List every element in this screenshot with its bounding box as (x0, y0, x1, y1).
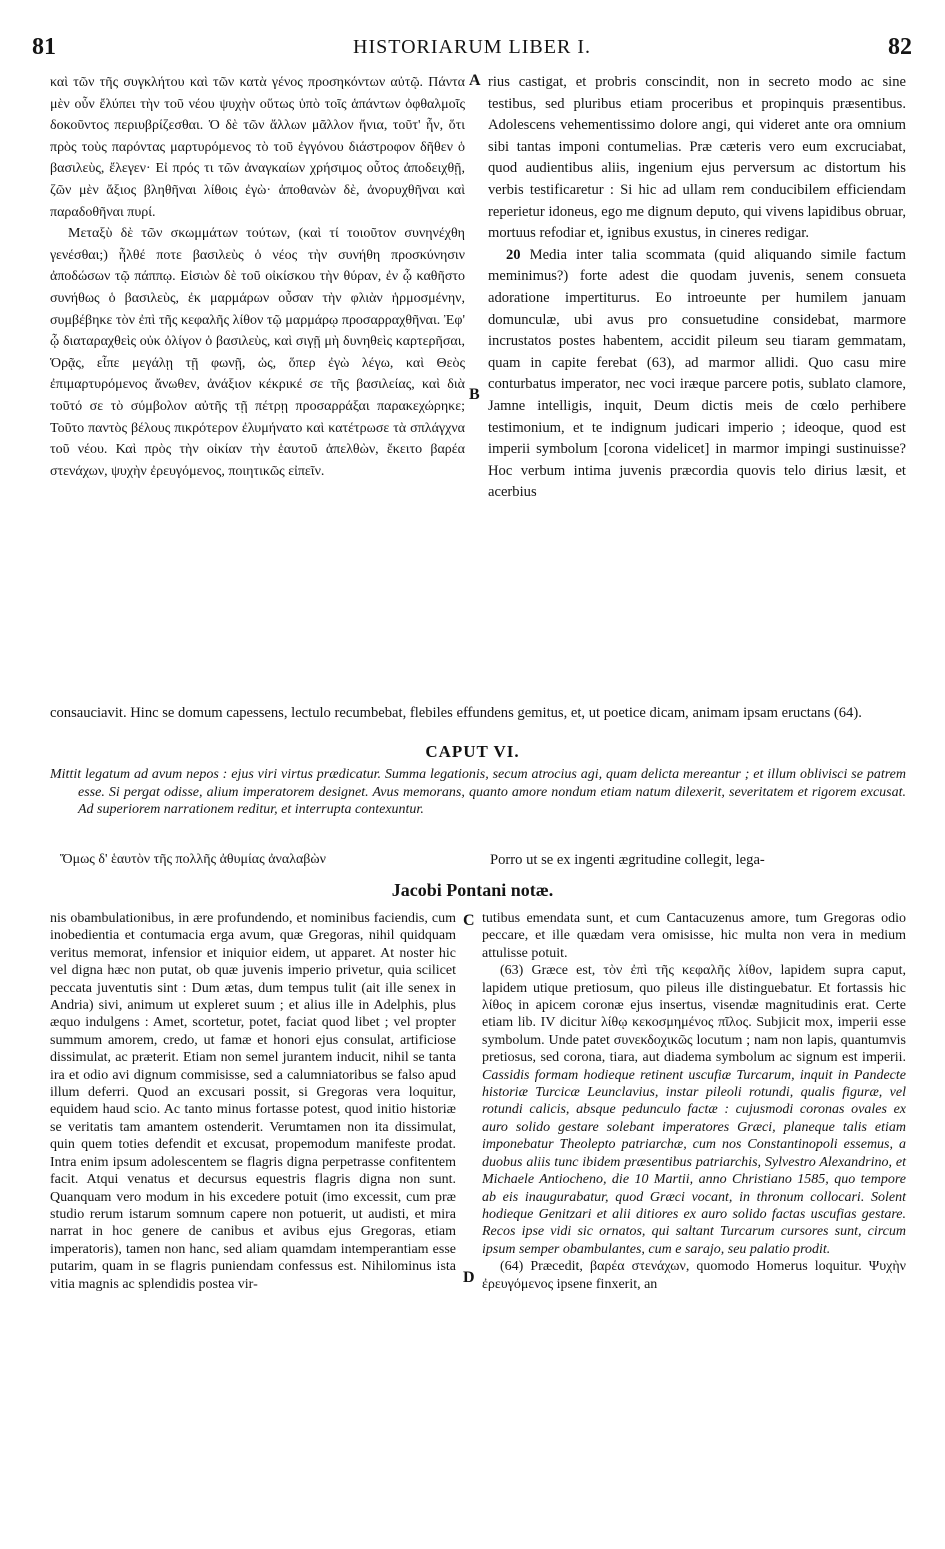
greek-paragraph: Μεταξὺ δὲ τῶν σκωμμάτων τούτων, (καὶ τί τοιοῦτον συνηνέχθη γενέσθαι;) ἦλθέ ποτε βασιλεὺς ὁ νέος τὴν συνήθη προσκύνησιν ἀποδώσων τῷ πάππῳ. Εἰσιὼν δὲ τοῦ οἰκίσκου τὴν θύραν, ἐν ᾧ καθῆστο συνήθως ὁ βασιλεὺς, ἐκ μαρμάρων οὖσαν τὴν φλιὰν ἡρμοσμένην, συμβέβηκε τὸν ἐπὶ τῆς κεφαλῆς λίθον τῷ μαρμάρῳ προσαρραχθῆναι. Ἐφ' ᾧ διαταραχθεὶς οὐκ ὀλίγον ὁ βασιλεὺς, καὶ σιγῇ μὴ δυνηθεὶς καρτερῆσαι, Ὁρᾷς, εἶπε μεγάλῃ τῇ φωνῇ, ὡς, ὅπερ ἐγὼ λέγω, καὶ Θεὸς ἐπιμαρτυρόμενος ἄνωθεν, ἀνάξιον κέκρικέ σε τῆς βασιλείας, καὶ διὰ τοῦτό σε τὸ σύμβολον αὐτῆς τῇ πέτρῃ προσαρράξαι παρακεχώρηκε; Τοῦτο παντὸς βέλους πικρότερον ἐλυμήνατο καὶ κατέτρωσε τὰ σπλάγχνα τοῦ νέου. Καὶ πρὸς τὴν οἰκίαν τὴν ἑαυτοῦ ἀπελθὼν, ἔκειτο βαρέα στενάχων, ψυχὴν ἐρευγόμενος, ποιητικῶς εἰπεῖν. (50, 226, 465, 479)
page-number-right: 82 (888, 34, 912, 60)
full-width-text: consauciavit. Hinc se domum capessens, lectulo recumbebat, flebiles effundens gemitus, et, ut poetice dicam, animam ipsam eructans (64). (50, 705, 862, 721)
greek-paragraph: καὶ τῶν τῆς συγκλήτου καὶ τῶν κατὰ γένος προσηκόντων αὐτῷ. Πάντα μὲν οὖν ἔλύπει τὴν τοῦ νέου ψυχὴν οὕτως ὑπὸ τοῖς ἁπάντων ὀφθαλμοῖς δοκοῦντος περιυβρίζεσθαι. Ὁ δὲ τῶν ἄλλων μᾶλλον ἤνια, τοῦτ' ἦν, ὅτι πρὸς τοὺς παρόντας μαρτυρόμενος τὸ τοῦ ἐγγόνου διάστροφον δῆθεν ὁ βασιλεὺς, ἔλεγεν· Εἰ πρός τι τῶν ἀναγκαίων χρήσιμος οὗτος ἀποδειχθῇ, ζῶν μὲν ἄξιος βληθῆναι λίθοις ἐγὼ· ἀποθανὼν δὲ, ἀνορυχθῆναι καὶ παραδοθῆναι πυρί. (50, 75, 465, 220)
summary-text: Mittit legatum ad avum nepos : ejus viri virtus prædicatur. Summa legationis, secum atrocius agi, quam delicta mereantur ; et illum oblivisci se patrem esse. Si pergat odisse, alium imperatorem designet. Avus memorans, quanto amore nondum etiam natum dilexerit, severitatem et rigorem excusat. Ad superiorem narrationem reditur, et interrupta contexuntur. (50, 767, 906, 817)
margin-letter-b: B (469, 386, 480, 403)
latin-paragraph: rius castigat, et probris conscindit, non in secreto modo ac sine testibus, sed pluribus etiam proceribus et propinquis præsentibus. Adolescens vehementissimo dolore angi, qui videret ante ora omnium sibi tantas imponi contumelias. Præ cæteris vero eum excruciabat, quod audientibus aliis, ingenium ejus perversum ac distortum his verbis testificaretur : Si hic ad ullam rem conducibilem efficiendam reperietur idoneus, ego me dignum deputo, qui vivens lapidibus obruar, mortuus refodiar et, ignibus exustus, in cineres redigar. (488, 74, 906, 242)
greek-column (50, 72, 465, 482)
running-head (32, 34, 912, 64)
latin-paragraph-text: Media inter talia scommata (quid aliquando simile factum meminimus?) forte adest die quodam juvenis, senem consueta adoratione impertiturus. Eo introeunte per humilem januam domunculæ, ubi avus pro consuetudine considebat, marmore incrustatos postes habentem, accidit pileum seu tiaram gemmatam, quam in capite ferebat (63), ad marmor allidi. Quo casu mire conturbatus imperator, nec voci iræque parcere potis, sublato clamore, Jamne intelligis, inquit, Deum dictis meis de cœlo perhibere testimonium, et te indignum judicari imperio ; ideoque, quod est imperii symbolum [corona videlicet] in marmor impingi sustinuisse? Hoc verbum intima juvenis præcordia quovis telo dirius læsit, et acerbius (488, 246, 906, 501)
note-text: tutibus emendata sunt, et cum Cantacuzenus amore, tum Gregoras odio peccare, et ille quædam vera omisisse, hic multa non vera in medium attulisse potuit. (482, 911, 906, 961)
chapter-heading: CAPUT VI. (425, 742, 520, 761)
latin-paragraph (488, 245, 906, 504)
notes-title: Jacobi Pontani notæ. (391, 880, 554, 900)
note-64: (64) Præcedit, βαρέα στενάχων, quomodo Homerus loquitur. Ψυχὴν ἐρευγόμενος ipsene finxerit, an (482, 1259, 906, 1292)
note-63 (482, 962, 906, 1258)
note-63-text: (63) Græce est, τὸν ἐπὶ τῆς κεφαλῆς λίθον, lapidem supra caput, lapidem utique pretiosum, quo pileus ille distinguebatur. Et fortassis hic λίθος in apicem coronæ ejus insertus, visendæ magnitudinis erat. Certe etiam lib. IV dicitur λίθῳ κεκοσμημένος πῖλος. Subjicit mox, imperii esse symbolum. Unde patet συνεκδοχικῶς locutum ; nam non lapis, quantumvis pretiosus, sed corona, tiara, aut diadema symbolum ac signum est imperii. (482, 963, 906, 1066)
note-63-quote: Cassidis formam hodieque retinent uscufiæ Turcarum, inquit in Pandecte historiæ Turcicæ Leunclavius, instar pileoli rotundi, qualis figuræ, vel rotundi calicis, absque pedunculo factæ : cujusmodi coronas ovales ex auro solido gestare solebant imperatores Græci, planeque talis etiam imponebatur Theolepto patriarchæ, cum nos Constantinopoli essemus, a duobus aliis tunc ibidem præsentibus patriarchis, Sylvestro Alexandrino, et Michaele Antiocheno, die 10 Martii, anno Christiano 1585, quo tempore ab eis inaugurabatur, quod Græci vocant, in thronum collocari. Solent hodieque Genitzari et alii ditiores ex auro solido factas uscufias gestare. Recos ipse vidi sic ornatos, qui saltant Turcarum cursores sunt, circum ipsum semper obambulantes, cum e sarajo, seu palatio prodit. (482, 1067, 906, 1257)
chapter-summary (50, 766, 906, 819)
book-title: HISTORIARUM LIBER I. (353, 36, 591, 58)
greek-resume-line: Ὅμως δ' ἑαυτὸν τῆς πολλῆς ἀθυμίας ἀναλαβὼν (60, 852, 326, 867)
page-number-left: 81 (32, 34, 56, 60)
section-number: 20 (506, 246, 521, 263)
note-text: nis obambulationibus, in ære profundendo, et nominibus faciendis, cum inobedientia et contumacia erga avum, quæ Gregoras, nihil quidquam veritus memorat, infensior et iniquior eidem, ut apparet. At noster hic vel digna hæc non putat, ob quæ juvenis imperio privetur, quia scilicet peccata juventutis sint : Dum ætas, dum tempus tulit (ait ille senex in Andria) sivi, animum ut expleret suum ; et alius ille in Adelphis, plus æquo indulgens : Amet, scortetur, potet, faciat quod libet ; vel propter summum amorem, credo, ut famæ et honori ejus consulat, artificiose dissimulat, ac præterit. Etiam non semel jurantem inducit, nihil se tanta ira et odio avi dignum commisisse, sed a calumniatoribus se falso apud illum deferri. Quod an excusari possit, si Gregoras vera loquitur, equidem haud scio. Ac tanto minus fortasse potest, quod initio historiæ se veritatis tam amantem ostenderit. Verumtamen non ita dissimulat, quin quem toties defendit et excusat, propemodum manifeste prodat. Intra enim ipsum adolescentem se flagris digna perpetrasse confitentem facit. Atqui venatus et decursus equestris flagris digna non sunt. Quanquam vero modum in his excedere potuit (imo excessit, cum præ studio rerum istarum somnum capere non potuerit, ut audisti, et mira narrat in hoc genere de canibus et avibus ejus Gregoras, etiam imperatoris), tamen non hanc, sed aliam quamdam intemperantiam esse putarim, quam in se flagris puniendam confessus est. Nihilominus ista vitia magnis ac splendidis postea vir- (50, 911, 456, 1292)
margin-letter-c: C (463, 912, 475, 929)
notes-left-column (50, 910, 456, 1293)
margin-letter-d: D (463, 1269, 475, 1286)
latin-column (488, 72, 906, 504)
latin-resume-line: Porro ut se ex ingenti ægritudine collegit, lega- (490, 852, 765, 868)
margin-letter-a: A (469, 72, 481, 89)
full-width-line (50, 703, 906, 724)
notes-right-column (482, 910, 906, 1293)
